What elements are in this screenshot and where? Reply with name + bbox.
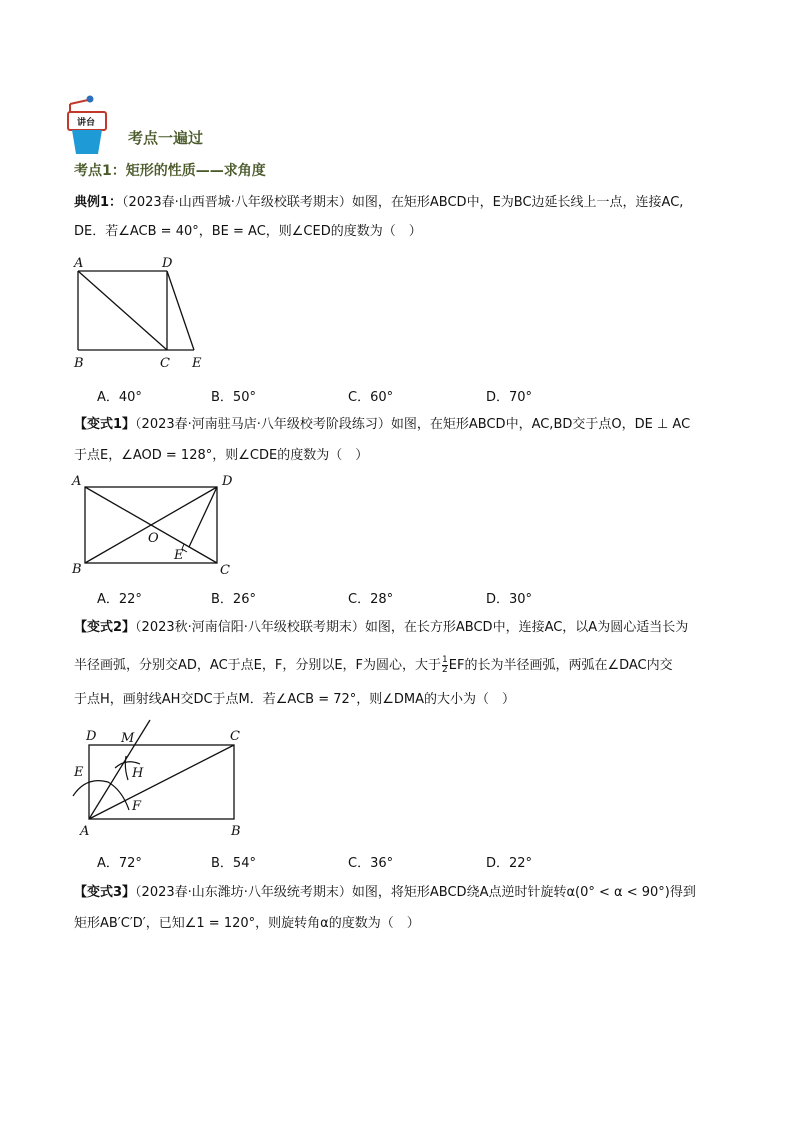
q2-option-c[interactable]: C．28° <box>348 592 394 607</box>
q3-option-a[interactable]: A．72° <box>97 856 142 871</box>
q3-label-b: B <box>231 824 241 839</box>
q3-figure <box>68 718 253 840</box>
q1-line1 <box>74 193 683 213</box>
q3-text2a: 半径画弧，分别交AD，AC于点E，F，分别以E，F为圆心，大于 <box>74 658 442 673</box>
q2-label-o: O <box>148 531 159 546</box>
q3-frac-den: 2 <box>442 665 448 675</box>
q3-label-d: D <box>86 729 97 744</box>
q3-tag: 【变式2】 <box>74 620 136 635</box>
q1-option-c[interactable]: C．60° <box>348 390 394 405</box>
q1-figure <box>70 254 220 372</box>
q2-label-d: D <box>222 474 233 489</box>
q1-label-e: E <box>192 356 202 371</box>
q2-text1: （2023春·河南驻马店·八年级校考阶段练习）如图，在矩形ABCD中，AC,BD交于点O，DE ⊥ AC <box>135 417 691 432</box>
q3-line2 <box>74 656 673 676</box>
q1-option-a[interactable]: A．40° <box>97 390 142 405</box>
q2-label-c: C <box>220 563 230 578</box>
q3-fraction <box>442 656 448 675</box>
q3-line1 <box>74 618 688 638</box>
q3-label-f: F <box>132 799 142 814</box>
q1-option-d[interactable]: D．70° <box>486 390 533 405</box>
q3-text1: （2023秋·河南信阳·八年级校联考期末）如图，在长方形ABCD中，连接AC，以A为圆心适当长为 <box>135 620 689 635</box>
q1-text1: （2023春·山西晋城·八年级校联考期末）如图，在矩形ABCD中，E为BC边延长线上一点，连接AC, <box>122 195 684 210</box>
q3-label-h: H <box>132 766 144 781</box>
q2-label-e: E <box>174 548 184 563</box>
q1-label-a: A <box>74 256 84 271</box>
q3-label-m: M <box>121 731 135 746</box>
q3-option-d[interactable]: D．22° <box>486 856 533 871</box>
q3-option-b[interactable]: B．54° <box>211 856 256 871</box>
q2-figure <box>68 472 243 580</box>
q1-tag: 典例1： <box>74 195 123 210</box>
q2-label-a: A <box>72 474 82 489</box>
q2-tag: 【变式1】 <box>74 417 136 432</box>
q1-line2: DE．若∠ACB = 40°，BE = AC，则∠CED的度数为（ ） <box>74 224 422 239</box>
point-title: 考点1：矩形的性质——求角度 <box>74 163 266 179</box>
q1-label-b: B <box>74 356 84 371</box>
badge-label: 讲台 <box>77 118 96 128</box>
q4-text1: （2023春·山东潍坊·八年级统考期末）如图，将矩形ABCD绕A点逆时针旋转α(0° < α < 90°)得到 <box>135 885 696 900</box>
q3-label-a: A <box>80 824 90 839</box>
q2-option-b[interactable]: B．26° <box>211 592 256 607</box>
q4-line1 <box>74 883 696 903</box>
q2-label-b: B <box>72 562 82 577</box>
q3-frac-num: 1 <box>442 655 448 665</box>
q2-line2: 于点E，∠AOD = 128°，则∠CDE的度数为（ ） <box>74 448 369 463</box>
q3-line3: 于点H，画射线AH交DC于点M．若∠ACB = 72°，则∠DMA的大小为（ ） <box>74 692 516 707</box>
q4-line2: 矩形AB′C′D′，已知∠1 = 120°，则旋转角α的度数为（ ） <box>74 916 420 931</box>
q4-tag: 【变式3】 <box>74 885 136 900</box>
q1-option-b[interactable]: B．50° <box>211 390 256 405</box>
section-title: 考点一遍过 <box>128 129 204 147</box>
q2-option-d[interactable]: D．30° <box>486 592 533 607</box>
q3-label-e: E <box>74 765 84 780</box>
q3-option-c[interactable]: C．36° <box>348 856 394 871</box>
q3-text2b: EF的长为半径画弧，两弧在∠DAC内交 <box>448 658 673 673</box>
q2-option-a[interactable]: A．22° <box>97 592 142 607</box>
q3-label-c: C <box>230 729 240 744</box>
q2-line1 <box>74 415 690 435</box>
podium-icon <box>64 94 126 156</box>
q1-label-d: D <box>162 256 173 271</box>
q1-label-c: C <box>160 356 170 371</box>
